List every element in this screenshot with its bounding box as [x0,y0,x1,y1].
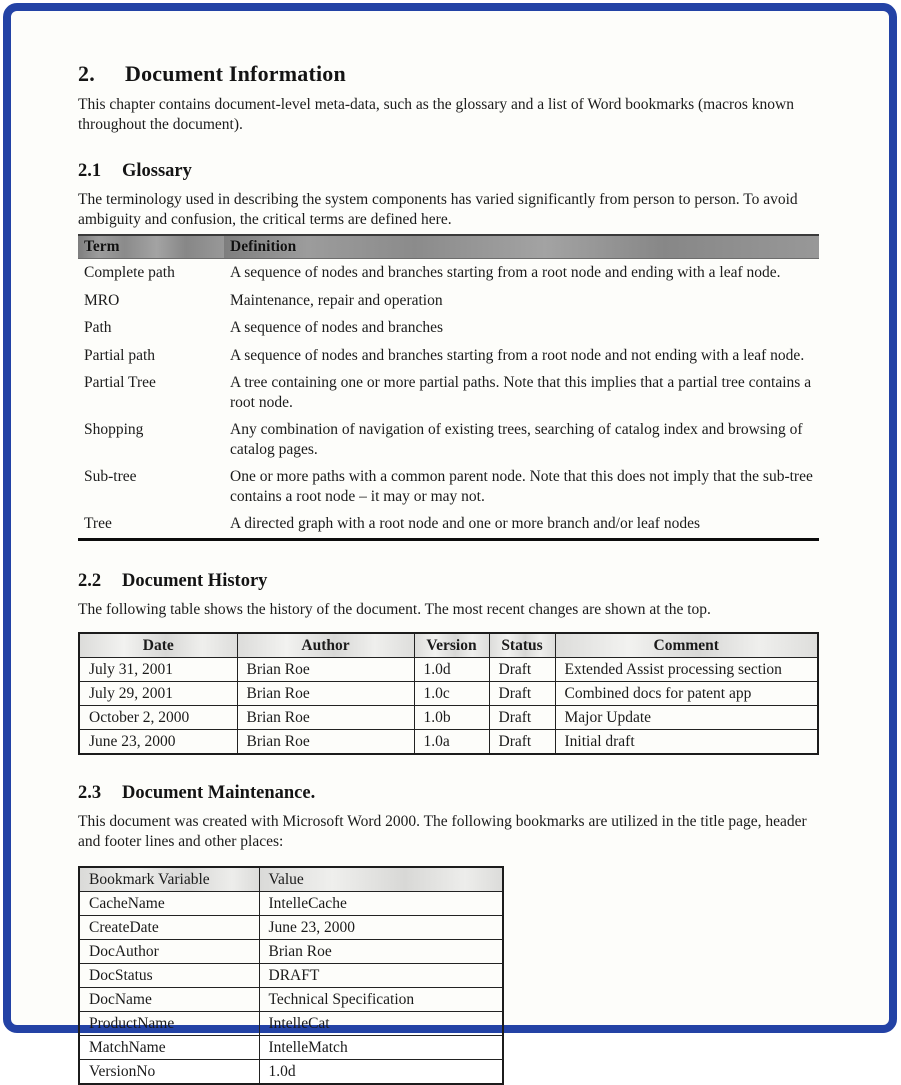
page-border-frame [3,3,897,1080]
chapter-number: 2. [78,61,95,86]
glossary-definition-cell: A sequence of nodes and branches starting from a root node and not ending with a leaf node. [230,346,805,364]
glossary-definition-cell: Any combination of navigation of existing trees, searching of catalog index and browsing of catalog pages. [230,421,803,458]
bookmark-variable-cell: MatchName [79,1035,259,1059]
history-date-cell: July 31, 2001 [79,657,237,681]
bookmark-variable-cell: ProductName [79,1011,259,1035]
glossary-term-cell: MRO [84,291,120,309]
bookmark-value-cell: IntelleCat [259,1011,503,1035]
bookmark-value-cell: IntelleMatch [259,1035,503,1059]
history-date-cell: October 2, 2000 [79,705,237,729]
glossary-row [78,416,819,463]
bookmark-row [79,915,503,939]
maintenance-section-title: Document Maintenance. [122,782,316,803]
glossary-section-number: 2.1 [78,161,102,181]
history-comment-cell: Combined docs for patent app [555,681,818,705]
history-col-status: Status [489,633,555,658]
glossary-row [78,314,819,342]
chapter-intro-paragraph: This chapter contains document-level meta-data, such as the glossary and a list of Word bookmarks (macros known throughout the document). [78,96,795,133]
history-row [79,657,818,681]
history-author-cell: Brian Roe [237,705,414,729]
chapter-heading [78,61,819,87]
bookmark-value-cell: DRAFT [259,963,503,987]
bookmark-row [79,891,503,915]
glossary-row [78,510,819,539]
bookmark-value-cell: IntelleCache [259,891,503,915]
bookmark-row [79,1011,503,1035]
history-col-date: Date [79,633,237,658]
bookmark-value-cell: Brian Roe [259,939,503,963]
bookmark-value-cell: 1.0d [259,1059,503,1084]
bookmark-variable-cell: CacheName [79,891,259,915]
bookmark-row [79,1059,503,1084]
history-author-cell: Brian Roe [237,657,414,681]
bookmark-header-row [79,867,503,892]
glossary-row [78,463,819,510]
glossary-row [78,342,819,370]
history-comment-cell: Major Update [555,705,818,729]
glossary-header-row [78,235,819,259]
bookmark-col-variable: Bookmark Variable [79,867,259,892]
glossary-definition-cell: A tree containing one or more partial paths. Note that this implies that a partial tree contains a root node. [230,374,812,411]
glossary-definition-cell: Maintenance, repair and operation [230,291,443,309]
glossary-col-definition: Definition [224,235,819,259]
glossary-definition-cell: A sequence of nodes and branches starting from a root node and ending with a leaf node. [230,264,781,281]
bookmark-row [79,1035,503,1059]
history-row [79,681,818,705]
bookmark-value-cell: June 23, 2000 [259,915,503,939]
maintenance-section-number: 2.3 [78,782,102,803]
glossary-definition-cell: One or more paths with a common parent node. Note that this does not imply that the sub-tree contains a root node – it may or may not. [230,468,813,505]
glossary-term-cell: Complete path [84,264,175,281]
history-date-cell: June 23, 2000 [79,729,237,754]
history-status-cell: Draft [489,705,555,729]
history-version-cell: 1.0b [414,705,489,729]
bookmark-table [78,866,504,1085]
history-comment-cell: Initial draft [555,729,818,754]
bookmark-variable-cell: DocAuthor [79,939,259,963]
glossary-term-cell: Sub-tree [84,468,137,485]
history-status-cell: Draft [489,657,555,681]
history-date-cell: July 29, 2001 [79,681,237,705]
document-page [11,11,889,1080]
glossary-term-cell: Partial Tree [84,374,156,391]
glossary-row [78,259,819,287]
chapter-title: Document Information [125,61,346,86]
history-version-cell: 1.0d [414,657,489,681]
glossary-definition-cell: A sequence of nodes and branches [230,319,444,336]
history-header-row [79,633,818,658]
history-section-number: 2.2 [78,570,102,591]
maintenance-section-heading [78,783,819,804]
history-col-comment: Comment [555,633,818,658]
glossary-row [78,369,819,416]
bookmark-row [79,963,503,987]
history-version-cell: 1.0c [414,681,489,705]
history-author-cell: Brian Roe [237,681,414,705]
history-section-heading [78,571,819,592]
history-status-cell: Draft [489,681,555,705]
bookmark-variable-cell: DocStatus [79,963,259,987]
glossary-row [78,287,819,315]
document-history-table [78,632,819,755]
glossary-definition-cell: A directed graph with a root node and one or more branch and/or leaf nodes [230,515,701,532]
history-author-cell: Brian Roe [237,729,414,754]
history-row [79,705,818,729]
bookmark-variable-cell: DocName [79,987,259,1011]
bookmark-col-value: Value [259,867,503,892]
history-status-cell: Draft [489,729,555,754]
glossary-section-heading [78,161,819,182]
history-row [79,729,818,754]
history-col-version: Version [414,633,489,658]
glossary-intro-paragraph: The terminology used in describing the system components has varied significantly from person to person. To avoid ambiguity and confusion, the critical terms are defined here. [78,191,798,228]
history-comment-cell: Extended Assist processing section [555,657,818,681]
history-section-title: Document History [122,570,268,591]
glossary-term-cell: Shopping [84,421,144,438]
bookmark-value-cell: Technical Specification [259,987,503,1011]
glossary-term-cell: Path [84,319,112,336]
maintenance-intro-paragraph: This document was created with Microsoft Word 2000. The following bookmarks are utilized in the title page, header and footer lines and other places: [78,812,807,850]
bookmark-row [79,939,503,963]
history-version-cell: 1.0a [414,729,489,754]
glossary-table [78,234,819,541]
bookmark-variable-cell: VersionNo [79,1059,259,1084]
history-col-author: Author [237,633,414,658]
bookmark-variable-cell: CreateDate [79,915,259,939]
glossary-col-term: Term [78,235,224,259]
bookmark-row [79,987,503,1011]
history-intro-paragraph: The following table shows the history of the document. The most recent changes are shown at the top. [78,600,711,618]
glossary-section-title: Glossary [122,161,192,181]
glossary-term-cell: Tree [84,515,112,532]
glossary-term-cell: Partial path [84,346,156,364]
